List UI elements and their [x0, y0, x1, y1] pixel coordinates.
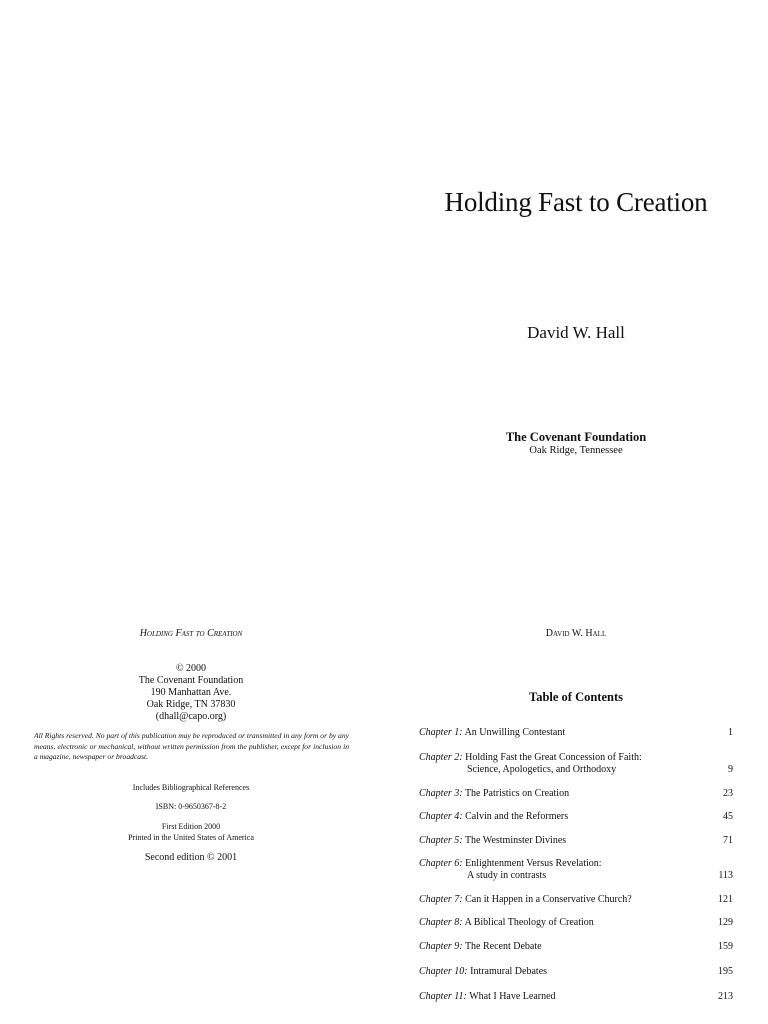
running-head-left: Holding Fast to Creation: [139, 628, 243, 639]
page-number: 71: [723, 835, 733, 846]
chapter-title: The Recent Debate: [464, 941, 542, 952]
chapter-title: Intramural Debates: [470, 966, 548, 977]
book-title: Holding Fast to Creation: [444, 187, 708, 217]
chapter-subtitle: A study in contrasts: [467, 870, 547, 881]
address-line-2: Oak Ridge, TN 37830: [146, 699, 236, 710]
chapter-number: Chapter 10:: [419, 966, 468, 977]
chapter-title: Can it Happen in a Conservative Church?: [465, 894, 632, 905]
chapter-title: Enlightenment Versus Revelation:: [465, 858, 602, 869]
toc-entry: [419, 941, 733, 953]
chapter-subtitle: Science, Apologetics, and Orthodoxy: [467, 764, 617, 775]
chapter-number: Chapter 9:: [419, 941, 463, 952]
page-number: 159: [718, 941, 733, 952]
rights-notice: All Rights reserved. No part of this publication may be reproduced or transmitted in any form or by any means, electronic or mechanical, without written permission from the publisher, except for inclusion in a magazine, newspaper or broadcast.: [34, 731, 349, 761]
copyright-block: [30, 663, 352, 723]
chapter-title: Holding Fast the Great Concession of Faith:: [465, 752, 642, 763]
printed-in: Printed in the United States of America: [128, 833, 254, 842]
chapter-number: Chapter 3:: [419, 788, 463, 799]
toc-entry: [419, 727, 733, 739]
toc-entry: [419, 991, 733, 1003]
chapter-number: Chapter 7:: [419, 894, 463, 905]
toc-entry: [419, 752, 733, 776]
toc-entry: [419, 966, 733, 978]
copyright-line: © 2000: [175, 663, 207, 674]
references-note: Includes Bibliographical References: [132, 783, 250, 792]
page-number: 1: [728, 727, 733, 738]
chapter-title: The Westminster Divines: [464, 835, 567, 846]
chapter-title: Calvin and the Reformers: [465, 811, 569, 822]
chapter-title: A Biblical Theology of Creation: [464, 917, 594, 928]
chapter-number: Chapter 4:: [419, 811, 463, 822]
chapter-number: Chapter 6:: [419, 858, 463, 869]
toc-entry: [419, 835, 733, 847]
chapter-number: Chapter 8:: [419, 917, 463, 928]
chapter-title: What I Have Learned: [469, 991, 556, 1002]
chapter-title: An Unwilling Contestant: [464, 727, 566, 738]
toc-entry: [419, 917, 733, 929]
page-number: 9: [728, 764, 733, 775]
isbn: ISBN: 0-9650367-8-2: [155, 802, 227, 811]
page-number: 129: [718, 917, 733, 928]
toc-entry: [419, 894, 733, 906]
toc-entry: [419, 788, 733, 800]
page-number: 45: [723, 811, 733, 822]
address-line-1: 190 Manhattan Ave.: [150, 687, 232, 698]
chapter-title: The Patristics on Creation: [464, 788, 570, 799]
running-head-right: David W. Hall: [545, 628, 607, 639]
page-number: 121: [718, 894, 733, 905]
chapter-number: Chapter 11:: [419, 991, 467, 1002]
author-name: David W. Hall: [527, 323, 625, 342]
page-number: 23: [723, 788, 733, 799]
chapter-number: Chapter 2:: [419, 752, 463, 763]
copyright-publisher: The Covenant Foundation: [138, 675, 244, 686]
page-number: 213: [718, 991, 733, 1002]
chapter-number: Chapter 5:: [419, 835, 463, 846]
page-number: 113: [718, 870, 733, 881]
toc-entry: [419, 858, 733, 882]
toc-heading: Table of Contents: [529, 690, 623, 704]
page-number: 195: [718, 966, 733, 977]
publisher-name: The Covenant Foundation: [505, 430, 647, 444]
first-edition: First Edition 2000: [161, 822, 221, 831]
contact-email: (dhall@capo.org): [155, 711, 227, 722]
publisher-location: Oak Ridge, Tennessee: [529, 445, 623, 456]
chapter-number: Chapter 1:: [419, 727, 463, 738]
second-edition: Second edition © 2001: [144, 852, 238, 863]
toc-entry: [419, 811, 733, 823]
